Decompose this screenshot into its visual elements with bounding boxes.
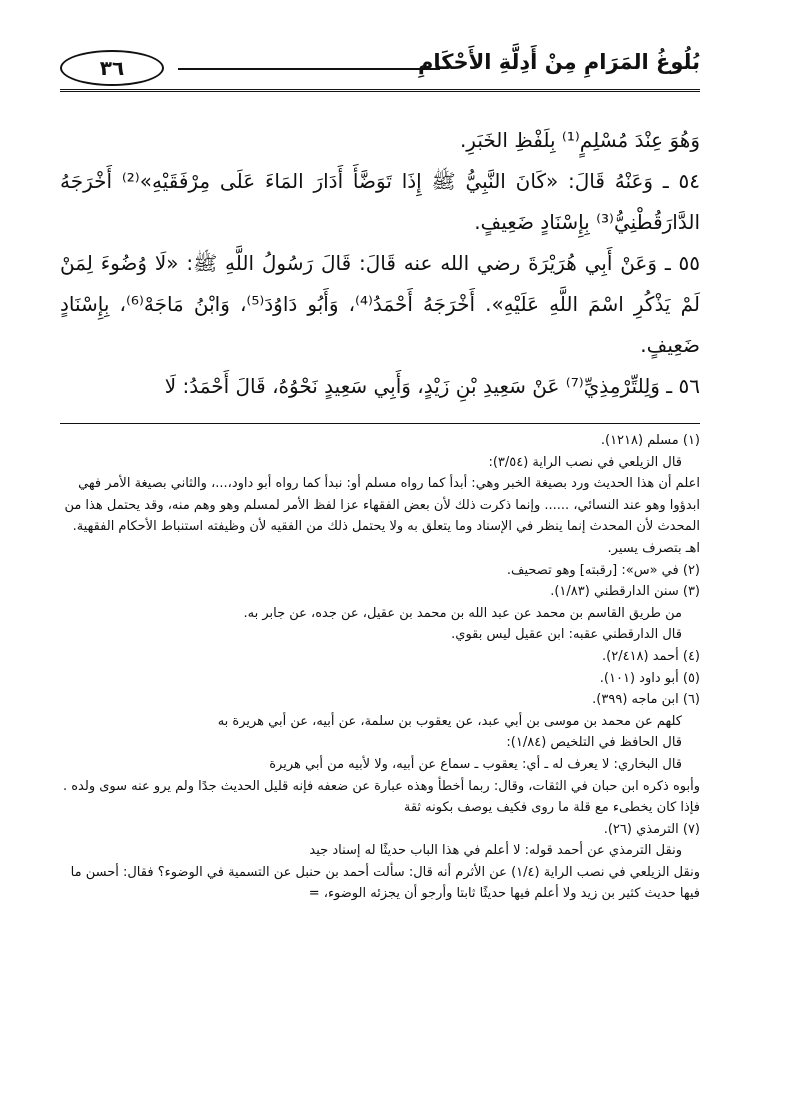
footnote-line: ونقل الزيلعي في نصب الراية (١/٤) عن الأثرم أنه قال: سألت أحمد بن حنبل عن التسمية في الوضوء؟ فقال: أحسن ما فيها حديث كثير بن زيد ولا أعلم فيها حديثًا ثابتا وأرجو أن يجزئه الوضوء، = — [70, 864, 700, 902]
hadith-56: ٥٦ ـ وَلِلتِّرْمِذِيِّ⁽⁷⁾ عَنْ سَعِيدِ بْنِ زَيْدٍ، وَأَبِي سَعِيدٍ نَحْوُهُ، قَالَ أَحْمَدُ: لَا — [164, 374, 700, 398]
main-text — [60, 120, 700, 407]
page-header — [60, 44, 700, 94]
hadith-55: ٥٥ ـ وَعَنْ أَبِي هُرَيْرَةَ رضي الله عنه قَالَ: قَالَ رَسُولُ اللَّهِ ﷺ: «لَا وُضُوءَ لِمَنْ لَمْ يَذْكُرِ اسْمَ اللَّهِ عَلَيْهِ». أَخْرَجَهُ أَحْمَدُ⁽⁴⁾، وَأَبُو دَاوُدَ⁽⁵⁾، وَابْنُ مَاجَهْ⁽⁶⁾، بِإِسْنَادٍ ضَعِيفٍ. — [60, 251, 700, 357]
footnote-line: اعلم أن هذا الحديث ورد بصيغة الخبر وهي: أبدأ كما رواه مسلم أو: نبدأ كما رواه أبو داود،...، والثاني بصيغة الأمر فهي ابدؤوا وهو عند النسائي، ...... وإنما ذكرت ذلك لأن بعض الفقهاء عزا لفظ الأمر لمسلم وهو وهم منه، وقد يحتمل هذا من المحدث لأن المحدث إنما ينظر في الإسناد وما يتعلق به ولا يحتمل ذلك من الفقيه لأن وظيفته استنباط الأحكام الفقهية. اهـ بتصرف يسير. — [64, 476, 700, 556]
footnote-line: (٦) ابن ماجه (٣٩٩). — [592, 692, 700, 708]
footnote-separator — [60, 423, 700, 424]
footnote-line: قال الحافظ في التلخيص (١/٨٤): — [506, 735, 682, 751]
footnote-line: قال البخاري: لا يعرف له ـ أي: يعقوب ـ سماع عن أبيه، ولا لأبيه من أبي هريرة — [269, 756, 682, 772]
footnote-line: (٥) أبو داود (١٠١). — [599, 670, 700, 686]
header-line — [178, 68, 440, 70]
footnote-line: (٤) أحمد (٢/٤١٨). — [602, 648, 700, 664]
footnotes — [60, 430, 700, 905]
footnote-line: قال الدارقطني عقبه: ابن عقيل ليس بقوي. — [451, 627, 682, 643]
footnote-line: من طريق القاسم بن محمد عن عبد الله بن محمد بن عقيل، عن جده، عن جابر به. — [243, 605, 682, 621]
page-number: ٣٦ — [60, 50, 164, 86]
footnote-line: قال الزيلعي في نصب الراية (٣/٥٤): — [488, 454, 682, 470]
header-divider — [60, 89, 700, 92]
hadith-54: ٥٤ ـ وَعَنْهُ قَالَ: «كَانَ النَّبِيُّ ﷺ إِذَا تَوَضَّأَ أَدَارَ المَاءَ عَلَى مِرْفَقَيْهِ»⁽²⁾ أَخْرَجَهُ الدَّارَقُطْنِيُّ⁽³⁾ بِإِسْنَادٍ ضَعِيفٍ. — [60, 169, 701, 234]
book-title: بُلُوغُ المَرَامِ مِنْ أَدِلَّةِ الأَحْكَامِ — [418, 50, 700, 74]
footnote-line: (٣) سنن الدارقطني (١/٨٣). — [550, 584, 700, 600]
main-paragraph: وَهُوَ عِنْدَ مُسْلِمٍ⁽¹⁾ بِلَفْظِ الخَبَرِ. — [459, 128, 700, 152]
footnote-line: (٧) الترمذي (٢٦). — [603, 821, 700, 837]
footnote-line: (١) مسلم (١٢١٨). — [600, 433, 700, 448]
footnote-line: وأبوه ذكره ابن حبان في الثقات، وقال: ربما أخطأ وهذه عبارة عن ضعفه فإنه قليل الحديث جدًا ولم يرو عنه سوى ولده . فإذا كان يخطىء مع قلة ما روى فكيف يوصف بكونه ثقة — [62, 778, 700, 816]
footnote-line: (٢) في «س»: [رقبته] وهو تصحيف. — [506, 562, 700, 578]
footnote-line: كلهم عن محمد بن موسى بن أبي عبد، عن يعقوب بن سلمة، عن أبيه، عن أبي هريرة به — [217, 713, 682, 729]
footnote-line: ونقل الترمذي عن أحمد قوله: لا أعلم في هذا الباب حديثًا له إسناد جيد — [309, 843, 682, 859]
